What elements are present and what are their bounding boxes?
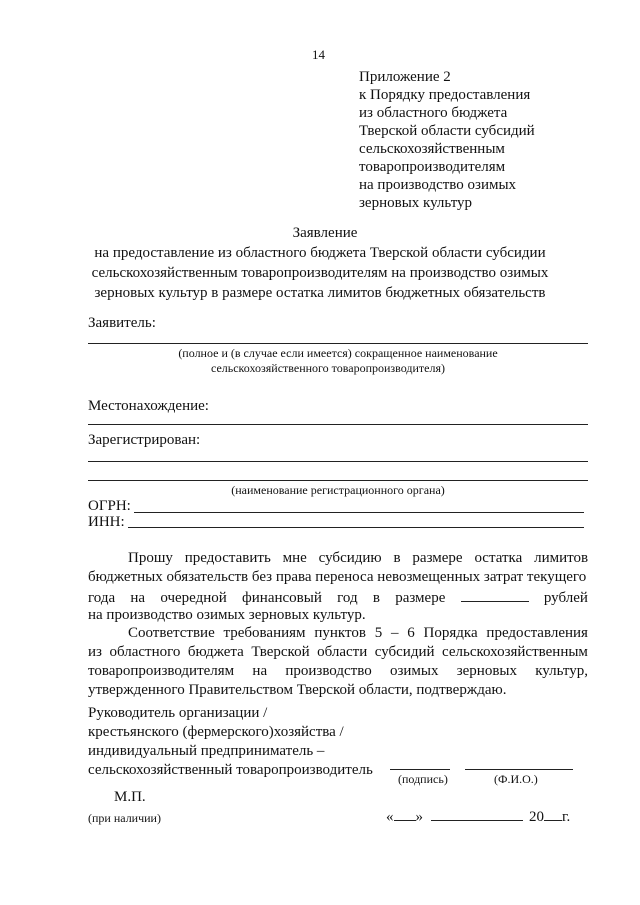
signature-hint: (подпись) — [398, 772, 448, 786]
request-paragraph-line: Прошу предоставить мне субсидию в размере остатка лимитов — [128, 550, 589, 566]
inn-label: ИНН: — [88, 514, 125, 530]
request-paragraph-line: на производство озимых зерновых культур. — [88, 607, 366, 623]
applicant-hint: сельскохозяйственного товаропроизводителя) — [210, 361, 446, 375]
date-month-field[interactable] — [431, 806, 523, 821]
appendix-line: на производство озимых — [359, 177, 517, 193]
registered-field-line[interactable] — [88, 480, 588, 481]
date-open-quote: « — [386, 809, 394, 825]
document-title — [60, 224, 580, 302]
date-year-suffix: г. — [562, 809, 571, 825]
inn-field-line[interactable] — [128, 527, 584, 528]
title-heading: Заявление — [292, 225, 358, 241]
appendix-block — [359, 68, 535, 212]
compliance-paragraph-line: утвержденного Правительством Тверской области, подтверждаю. — [88, 682, 507, 698]
applicant-field-line[interactable] — [88, 343, 588, 344]
fullname-hint: (Ф.И.О.) — [494, 772, 538, 786]
date-year-field[interactable] — [544, 806, 562, 821]
date-close-quote: » — [415, 809, 423, 825]
signature-field-line[interactable] — [390, 769, 450, 770]
signatory-block — [88, 704, 373, 780]
title-line: зерновых культур в размере остатка лимитов бюджетных обязательств — [94, 285, 546, 301]
fullname-field-line[interactable] — [465, 769, 573, 770]
compliance-paragraph-line: товаропроизводителям на производство озимых зерновых культур, — [88, 663, 588, 679]
signatory-line: сельскохозяйственный товаропроизводитель — [88, 762, 373, 778]
signatory-line: крестьянского (фермерского)хозяйства / — [88, 724, 344, 740]
title-line: сельскохозяйственным товаропроизводителям на производство озимых — [91, 265, 549, 281]
appendix-line: зерновых культур — [359, 195, 473, 211]
applicant-hint: (полное и (в случае если имеется) сокращенное наименование — [178, 346, 498, 360]
date-line — [386, 806, 570, 826]
date-day-field[interactable] — [394, 806, 416, 821]
location-label: Местонахождение: — [88, 398, 209, 414]
appendix-line: к Порядку предоставления — [359, 87, 531, 103]
date-year-prefix: 20 — [529, 809, 544, 825]
page-number: 14 — [312, 47, 325, 62]
signatory-line: индивидуальный предприниматель – — [88, 743, 325, 759]
compliance-paragraph-line: из областного бюджета Тверской области субсидий сельскохозяйственным — [88, 644, 588, 660]
registered-field-line[interactable] — [88, 461, 588, 462]
appendix-line: сельскохозяйственным — [359, 141, 505, 157]
registered-hint: (наименование регистрационного органа) — [231, 483, 445, 497]
compliance-paragraph-line: Соответствие требованиям пунктов 5 – 6 Порядка предоставления — [128, 625, 588, 641]
ogrn-field-line[interactable] — [134, 512, 584, 513]
stamp-hint: (при наличии) — [88, 811, 161, 825]
request-paragraph-line: бюджетных обязательств без права переноса невозмещенных затрат текущего — [88, 569, 587, 585]
appendix-line: товаропроизводителям — [359, 159, 506, 175]
request-paragraph-line: года на очередной финансовый год в размере рублей — [88, 587, 588, 607]
location-field-line[interactable] — [88, 424, 588, 425]
registered-label: Зарегистрирован: — [88, 432, 201, 448]
appendix-line: Приложение 2 — [359, 69, 451, 85]
title-line: на предоставление из областного бюджета Тверской области субсидии — [94, 245, 546, 261]
ogrn-label: ОГРН: — [88, 498, 131, 514]
stamp-label: М.П. — [114, 789, 146, 805]
applicant-label: Заявитель: — [88, 315, 156, 331]
appendix-line: из областного бюджета — [359, 105, 508, 121]
signatory-line: Руководитель организации / — [88, 705, 268, 721]
appendix-line: Тверской области субсидий — [359, 123, 535, 139]
amount-field-line[interactable] — [461, 587, 529, 602]
